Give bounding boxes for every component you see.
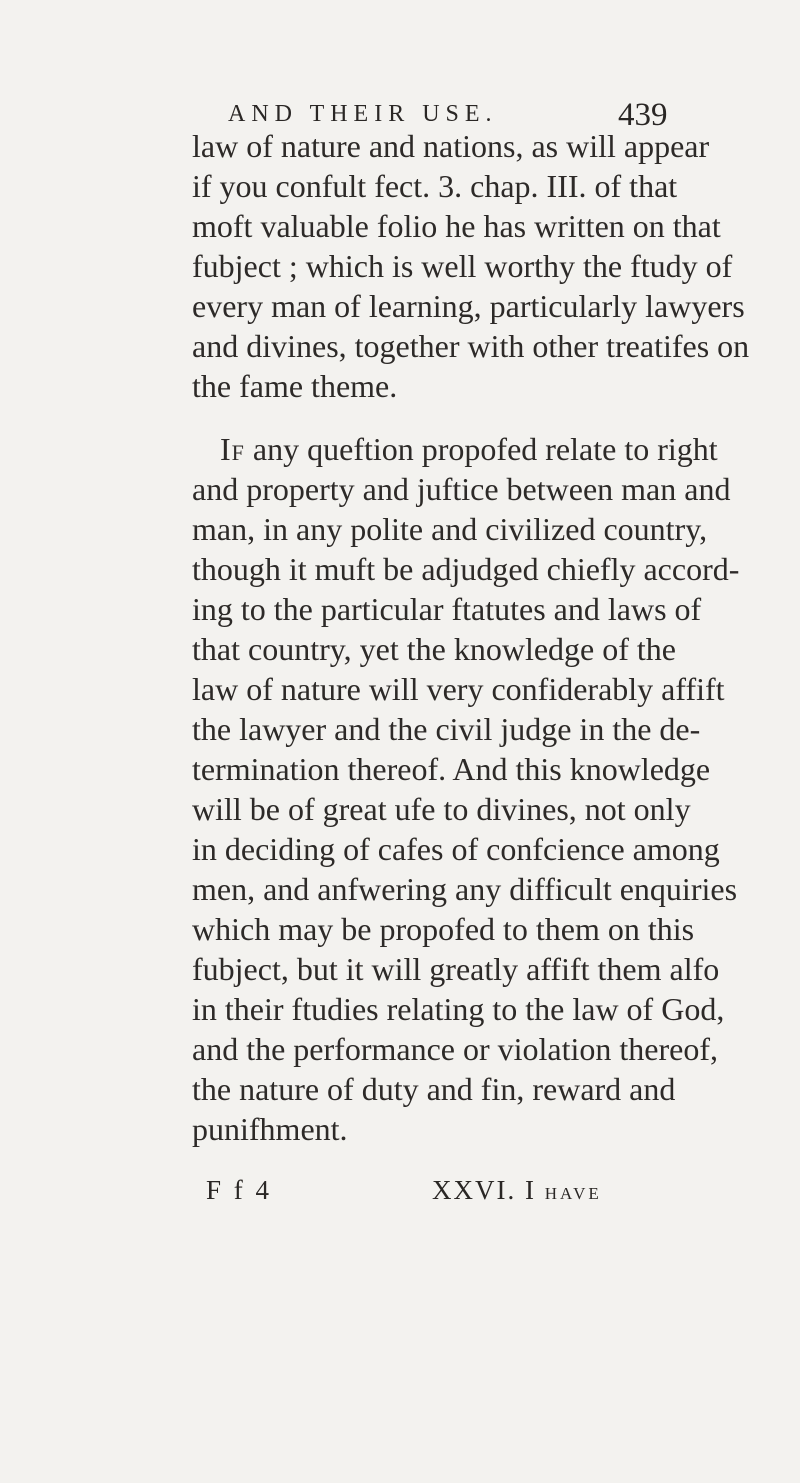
- drop-word: If: [220, 431, 245, 467]
- text-line: in deciding of cafes of confcience among: [192, 831, 720, 867]
- catchword-word: have: [544, 1179, 602, 1205]
- text-line: which may be propofed to them on this: [192, 911, 695, 947]
- text-line: every man of learning, particularly lawyers: [192, 288, 745, 324]
- running-head: AND THEIR USE.: [228, 101, 498, 127]
- text-line: law of nature and nations, as will appear: [192, 128, 710, 164]
- text-line: and property and juftice between man and: [192, 471, 731, 507]
- catchword-numeral: XXVI. I: [432, 1175, 536, 1205]
- text-line: if you confult fect. 3. chap. III. of that: [192, 168, 678, 204]
- text-line: though it muft be adjudged chiefly accord-: [192, 551, 740, 587]
- text-line: the nature of duty and fin, reward and: [192, 1071, 676, 1107]
- text-line: man, in any polite and civilized country,: [192, 511, 708, 547]
- text-line: moft valuable folio he has written on that: [192, 208, 721, 244]
- text-line: the fame theme.: [192, 368, 398, 404]
- text-line: punifhment.: [192, 1111, 348, 1147]
- first-line-text: any queftion propofed relate to right: [244, 431, 718, 467]
- catchword: [432, 1175, 602, 1206]
- text-line-first: [220, 429, 718, 469]
- text-line: termination thereof. And this knowledge: [192, 751, 711, 787]
- text-line: and divines, together with other treatifes on: [192, 328, 750, 364]
- text-line: men, and anfwering any difficult enquiries: [192, 871, 738, 907]
- text-line: in their ftudies relating to the law of God,: [192, 991, 725, 1027]
- text-line: and the performance or violation thereof,: [192, 1031, 718, 1067]
- text-line: the lawyer and the civil judge in the de-: [192, 711, 701, 747]
- text-line: fubject, but it will greatly affift them alfo: [192, 951, 720, 987]
- page-number: 439: [618, 97, 668, 133]
- signature-mark: F f 4: [206, 1175, 273, 1205]
- text-line: that country, yet the knowledge of the: [192, 631, 676, 667]
- text-line: fubject ; which is well worthy the ftudy of: [192, 248, 733, 284]
- text-line: will be of great ufe to divines, not only: [192, 791, 691, 827]
- text-line: law of nature will very confiderably affift: [192, 671, 725, 707]
- text-line: ing to the particular ftatutes and laws of: [192, 591, 702, 627]
